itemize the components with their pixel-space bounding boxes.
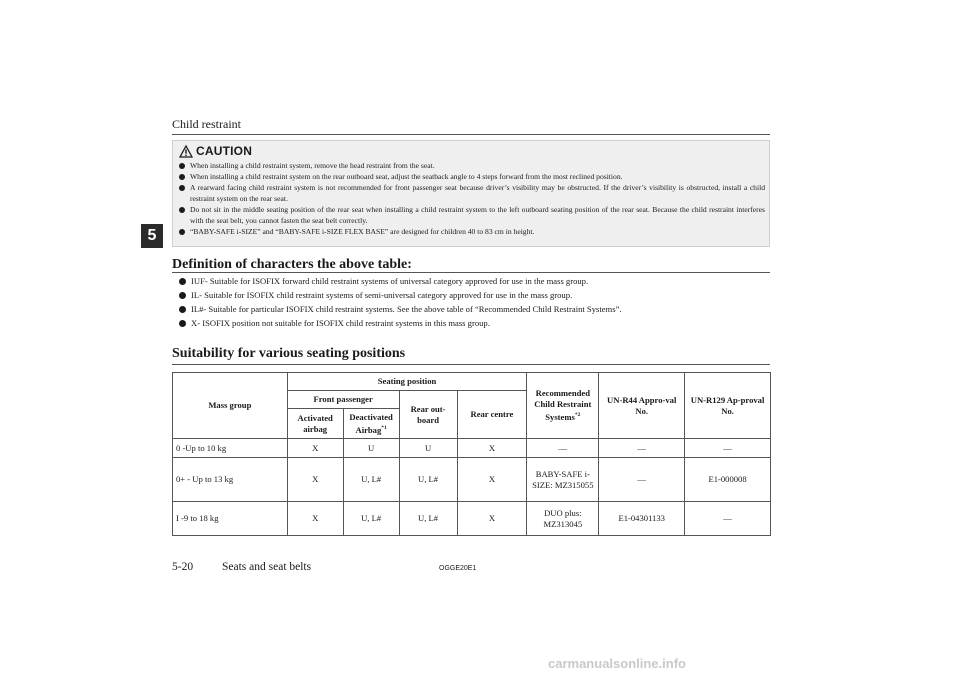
footer-doc-code: OGGE20E1	[439, 565, 477, 572]
table-cell: 0+ - Up to 13 kg	[173, 458, 288, 502]
header-title: Child restraint	[172, 117, 241, 131]
caution-text: When installing a child restraint system on the rear outboard seat, adjust the seatback angle to 4 steps forward from the most reclined position.	[190, 172, 623, 181]
caution-item	[178, 160, 765, 171]
col-header-r44: UN-R44 Appro-val No.	[599, 373, 685, 439]
table-cell: E1-04301133	[599, 502, 685, 536]
col-header-deactivated-airbag: Deactivated Airbag$^{*1}$	[343, 409, 399, 439]
caution-text: “BABY-SAFE i-SIZE” and “BABY-SAFE i-SIZE FLEX BASE” are designed for children 40 to 83 cm in height.	[190, 227, 535, 236]
watermark[interactable]: carmanualsonline.info	[548, 656, 686, 671]
table-row	[173, 502, 771, 536]
footnote-marker: *1	[381, 424, 387, 431]
table-row	[173, 458, 771, 502]
warning-triangle-icon	[179, 145, 193, 158]
definitions-list	[178, 274, 768, 330]
footer-section-title: Seats and seat belts	[222, 561, 312, 573]
bullet-icon	[179, 174, 185, 180]
definition-item	[178, 274, 768, 288]
definition-item	[178, 288, 768, 302]
caution-item	[178, 182, 765, 204]
caution-item	[178, 171, 765, 182]
table-cell: —	[599, 458, 685, 502]
definitions-title: Definition of characters the above table:	[172, 257, 412, 272]
col-header-front-passenger: Front passenger	[287, 391, 399, 409]
definitions-rule	[172, 272, 770, 273]
definition-text: IL#- Suitable for particular ISOFIX child restraint systems. See the above table of “Recommended Child Restraint Systems”.	[191, 304, 622, 314]
table-cell: —	[685, 439, 771, 458]
suitability-rule	[172, 364, 770, 365]
col-header-mass-group: Mass group	[173, 373, 288, 439]
caution-box	[172, 140, 770, 247]
table-cell: X	[287, 439, 343, 458]
caution-header	[179, 144, 252, 158]
table-cell: U	[343, 439, 399, 458]
caution-item	[178, 226, 765, 237]
table-cell: I -9 to 18 kg	[173, 502, 288, 536]
caution-text: When installing a child restraint system, remove the head restraint from the seat.	[190, 161, 435, 170]
chapter-tab: 5	[141, 224, 163, 248]
definition-item	[178, 302, 768, 316]
table-cell: E1-000008	[685, 458, 771, 502]
table-cell: —	[599, 439, 685, 458]
caution-text: A rearward facing child restraint system is not recommended for front passenger seat because driver’s visibility may be obstructed. If the driver’s visibility is obstructed, install a child restraint system on the rear seat.	[190, 183, 765, 203]
definition-text: X- ISOFIX position not suitable for ISOFIX child restraint systems in this mass group.	[191, 318, 490, 328]
bullet-icon	[179, 320, 186, 327]
col-header-rear-outboard: Rear out-board	[399, 391, 457, 439]
table-cell: DUO plus: MZ313045	[527, 502, 599, 536]
table-cell: U, L#	[343, 458, 399, 502]
table-cell: U, L#	[399, 502, 457, 536]
table-cell: X	[287, 458, 343, 502]
bullet-icon	[179, 229, 185, 235]
table-cell: X	[287, 502, 343, 536]
col-header-recommended: Recommended Child Restraint Systems$^{*2}$	[527, 373, 599, 439]
table-cell: —	[527, 439, 599, 458]
table-cell: —	[685, 502, 771, 536]
table-cell: U, L#	[399, 458, 457, 502]
table-cell: BABY-SAFE i-SIZE: MZ315055	[527, 458, 599, 502]
definition-item	[178, 316, 768, 330]
table-cell: X	[457, 458, 527, 502]
bullet-icon	[179, 207, 185, 213]
footer-page-number: 5-20	[172, 561, 194, 573]
caution-label: CAUTION	[196, 144, 253, 158]
table-row	[173, 439, 771, 458]
suitability-title: Suitability for various seating positions	[172, 346, 406, 361]
footnote-marker: *2	[574, 412, 581, 419]
bullet-icon	[179, 163, 185, 169]
header-rule	[172, 134, 770, 135]
table-cell: X	[457, 439, 527, 458]
bullet-icon	[179, 278, 186, 285]
col-header-rear-centre: Rear centre	[457, 391, 527, 439]
table-cell: 0 -Up to 10 kg	[173, 439, 288, 458]
bullet-icon	[179, 185, 185, 191]
table-cell: U, L#	[343, 502, 399, 536]
table-cell: X	[457, 502, 527, 536]
bullet-icon	[179, 306, 186, 313]
col-header-seating-position: Seating position	[287, 373, 527, 391]
col-header-r129: UN-R129 Ap-proval No.	[685, 373, 771, 439]
caution-list	[178, 160, 765, 237]
caution-item	[178, 204, 765, 226]
table-cell: U	[399, 439, 457, 458]
definition-text: IUF- Suitable for ISOFIX forward child restraint systems of universal category approved for use in the mass group.	[191, 276, 589, 286]
caution-text: Do not sit in the middle seating position of the rear seat when installing a child restraint system to the left outboard seating position of the rear seat. Because the child restraint interferes with the seat belt, you cannot fasten the seat belt correctly.	[190, 205, 765, 225]
definition-text: IL- Suitable for ISOFIX child restraint systems of semi-universal category approved for use in the mass group.	[191, 290, 573, 300]
col-header-activated-airbag: Activated airbag	[287, 409, 343, 439]
suitability-table	[172, 372, 771, 536]
bullet-icon	[179, 292, 186, 299]
